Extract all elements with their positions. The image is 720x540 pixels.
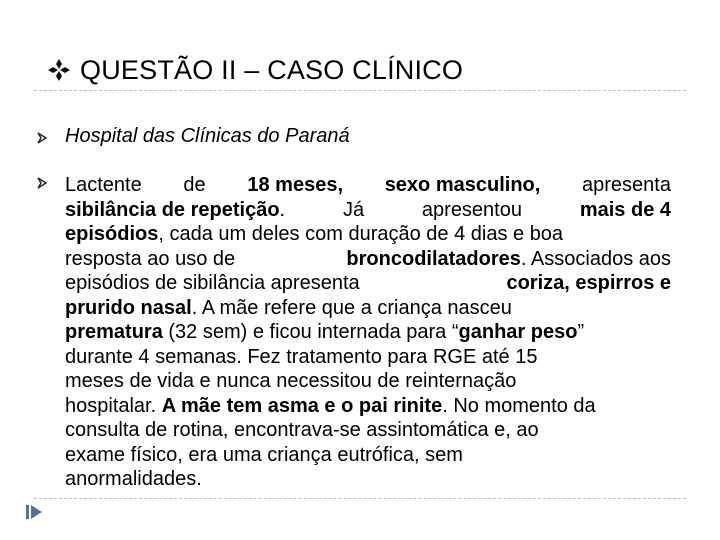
title-text: QUESTÃO II – CASO CLÍNICO: [80, 54, 464, 85]
hospital-name: Hospital das Clínicas do Paraná: [65, 125, 350, 147]
case-paragraph: Lactente de 18 meses, sexo masculino, apresenta sibilância de repetição. Já apresentou mais de 4 episódios, cada um deles com duração de 4 dias e boa resposta ao uso de broncodilatadores. Associados aos episódios de sibilância apresenta coriza, espirros e prurido nasal. A mãe refere que a criança nasceu prematura (32 sem) e ficou internada para “ganhar peso” durante 4 semanas. Fez tratamento para RGE até 15 meses de vida e nunca necessitou de reinternação hospitalar. A mãe tem asma e o pai rinite. No momento da consulta de rotina, encontrava-se assintomática e, ao exame físico, era uma criança eutrófica, sem anormalidades.: [65, 174, 671, 490]
slide-nav-icon[interactable]: [25, 503, 45, 521]
top-divider: [34, 90, 686, 91]
arrow-bullet-icon: [36, 131, 50, 145]
arrow-bullet-icon: [36, 176, 50, 190]
bottom-divider: [34, 498, 686, 499]
slide-title: [46, 50, 463, 90]
diamond-bullet-icon: [46, 57, 72, 83]
